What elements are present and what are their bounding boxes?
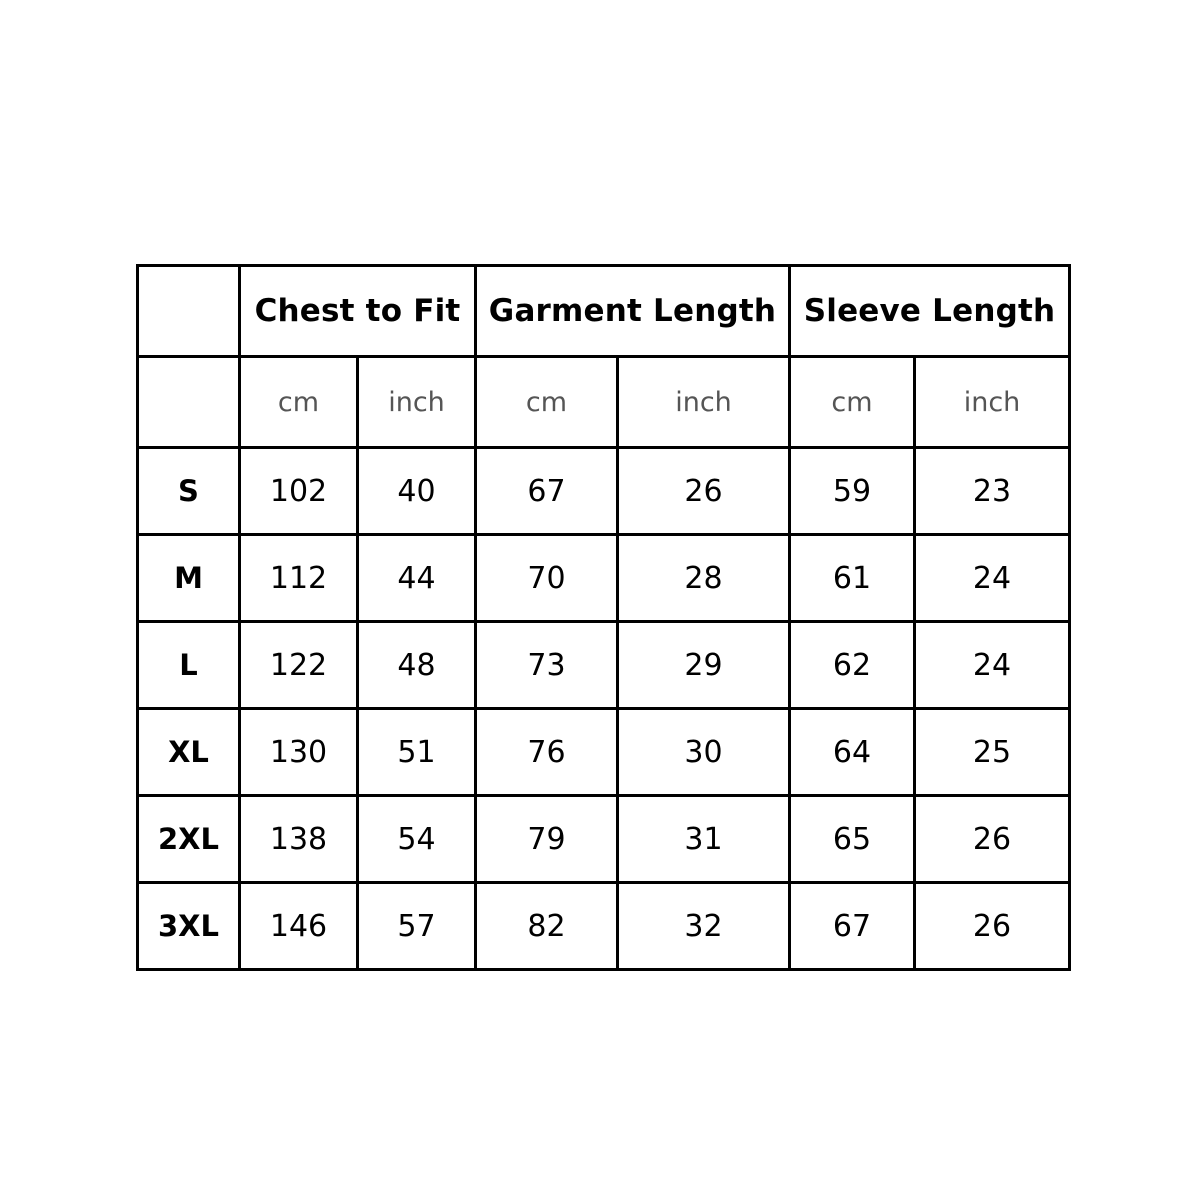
cell-s-sleeve-cm: 59 <box>790 448 915 535</box>
cell-s-sleeve-inch: 23 <box>915 448 1070 535</box>
row-label-m: M <box>138 535 240 622</box>
row-label-l: L <box>138 622 240 709</box>
unit-header-row <box>138 357 1070 448</box>
cell-2xl-garment-inch: 31 <box>618 796 790 883</box>
cell-xl-chest-inch: 51 <box>358 709 476 796</box>
cell-m-chest-inch: 44 <box>358 535 476 622</box>
cell-m-garment-inch: 28 <box>618 535 790 622</box>
cell-s-garment-cm: 67 <box>476 448 618 535</box>
cell-2xl-chest-cm: 138 <box>240 796 358 883</box>
unit-header-sleeve-cm: cm <box>790 357 915 448</box>
cell-s-chest-cm: 102 <box>240 448 358 535</box>
cell-s-garment-inch: 26 <box>618 448 790 535</box>
cell-m-sleeve-cm: 61 <box>790 535 915 622</box>
cell-3xl-sleeve-cm: 67 <box>790 883 915 970</box>
cell-m-chest-cm: 112 <box>240 535 358 622</box>
corner-cell <box>138 266 240 357</box>
group-header-row <box>138 266 1070 357</box>
cell-3xl-sleeve-inch: 26 <box>915 883 1070 970</box>
cell-2xl-garment-cm: 79 <box>476 796 618 883</box>
size-chart-container <box>136 264 1071 971</box>
cell-3xl-chest-cm: 146 <box>240 883 358 970</box>
corner-cell-units <box>138 357 240 448</box>
cell-l-garment-inch: 29 <box>618 622 790 709</box>
cell-2xl-sleeve-inch: 26 <box>915 796 1070 883</box>
cell-3xl-garment-inch: 32 <box>618 883 790 970</box>
table-row <box>138 622 1070 709</box>
table-row <box>138 883 1070 970</box>
table-row <box>138 796 1070 883</box>
cell-l-chest-cm: 122 <box>240 622 358 709</box>
table-row <box>138 709 1070 796</box>
cell-3xl-chest-inch: 57 <box>358 883 476 970</box>
cell-m-sleeve-inch: 24 <box>915 535 1070 622</box>
table-row <box>138 448 1070 535</box>
cell-xl-sleeve-cm: 64 <box>790 709 915 796</box>
cell-xl-garment-inch: 30 <box>618 709 790 796</box>
cell-xl-chest-cm: 130 <box>240 709 358 796</box>
unit-header-sleeve-inch: inch <box>915 357 1070 448</box>
cell-s-chest-inch: 40 <box>358 448 476 535</box>
row-label-xl: XL <box>138 709 240 796</box>
cell-xl-sleeve-inch: 25 <box>915 709 1070 796</box>
row-label-3xl: 3XL <box>138 883 240 970</box>
cell-2xl-chest-inch: 54 <box>358 796 476 883</box>
unit-header-garment-inch: inch <box>618 357 790 448</box>
group-header-chest: Chest to Fit <box>240 266 476 357</box>
group-header-sleeve-length: Sleeve Length <box>790 266 1070 357</box>
cell-2xl-sleeve-cm: 65 <box>790 796 915 883</box>
size-chart-table <box>136 264 1071 971</box>
cell-3xl-garment-cm: 82 <box>476 883 618 970</box>
cell-l-garment-cm: 73 <box>476 622 618 709</box>
cell-l-chest-inch: 48 <box>358 622 476 709</box>
row-label-2xl: 2XL <box>138 796 240 883</box>
cell-m-garment-cm: 70 <box>476 535 618 622</box>
table-row <box>138 535 1070 622</box>
unit-header-garment-cm: cm <box>476 357 618 448</box>
cell-xl-garment-cm: 76 <box>476 709 618 796</box>
unit-header-chest-inch: inch <box>358 357 476 448</box>
cell-l-sleeve-inch: 24 <box>915 622 1070 709</box>
unit-header-chest-cm: cm <box>240 357 358 448</box>
row-label-s: S <box>138 448 240 535</box>
group-header-garment-length: Garment Length <box>476 266 790 357</box>
cell-l-sleeve-cm: 62 <box>790 622 915 709</box>
